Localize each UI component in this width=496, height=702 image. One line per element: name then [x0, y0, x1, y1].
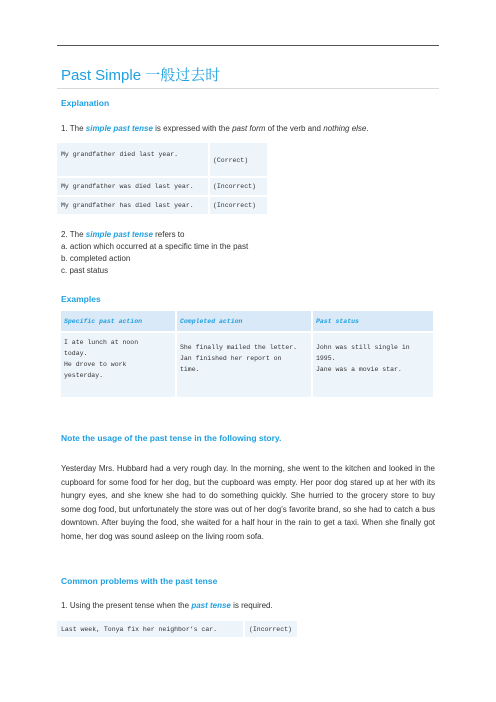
term-simple-past: simple past tense: [85, 230, 153, 239]
explanation-point-1: 1. The simple past tense is expressed with the past form of the verb and nothing else.: [61, 124, 369, 133]
example-sentence: My grandfather has died last year.: [61, 202, 194, 209]
example-verdict: (Incorrect): [249, 626, 292, 633]
example-verdict: (Incorrect): [213, 202, 256, 209]
list-item: b. completed action: [61, 254, 131, 263]
problems-heading: Common problems with the past tense: [61, 576, 218, 586]
term-simple-past: simple past tense: [85, 124, 153, 133]
table-row: [61, 332, 434, 397]
examples-table: [61, 311, 435, 397]
example-cell: [57, 143, 208, 176]
table-cell: She finally mailed the letter. Jan finished her report on time.: [176, 332, 312, 397]
column-header: Completed action: [176, 311, 312, 332]
column-header: Past status: [312, 311, 434, 332]
story-heading: Note the usage of the past tense in the following story.: [61, 433, 282, 443]
example-sentence: My grandfather died last year.: [61, 151, 179, 158]
explanation-heading: Explanation: [61, 98, 110, 108]
page-title: Past Simple 一般过去时: [61, 67, 221, 84]
problems-point-1: 1. Using the present tense when the past tense is required.: [61, 601, 273, 610]
example-verdict: (Correct): [213, 157, 249, 164]
term-past-tense: past tense: [191, 601, 231, 610]
explanation-point-2: 2. The simple past tense refers to: [61, 230, 185, 239]
table-cell: John was still single in 1995. Jane was a movie star.: [312, 332, 434, 397]
column-header: Specific past action: [61, 311, 176, 332]
example-sentence: My grandfather was died last year.: [61, 183, 194, 190]
story-paragraph: Yesterday Mrs. Hubbard had a very rough day. In the morning, she went to the kitchen and looked in the cupboard for some food for her dog, but the cupboard was empty. Her poor dog stared up at her with its hungry eyes, and she knew she had to do something quickly. She hurried to the grocery store to buy some dog food, but unfortunately the store was out of her dog’s favorite brand, so she had to catch a bus downtown. After buying the food, she waited for a half hour in the rain to get a taxi. When she finally got home, her dog was sound asleep on the living room sofa.: [61, 464, 435, 541]
example-verdict: (Incorrect): [213, 183, 256, 190]
top-rule: [57, 45, 439, 46]
table-cell: I ate lunch at noon today. He drove to work yesterday.: [61, 332, 176, 397]
example-sentence: Last week, Tonya fix her neighbor’s car.: [61, 626, 218, 633]
list-item: c. past status: [61, 266, 109, 275]
title-underline: [57, 88, 439, 89]
examples-heading: Examples: [61, 294, 101, 304]
list-item: a. action which occurred at a specific time in the past: [61, 242, 249, 251]
